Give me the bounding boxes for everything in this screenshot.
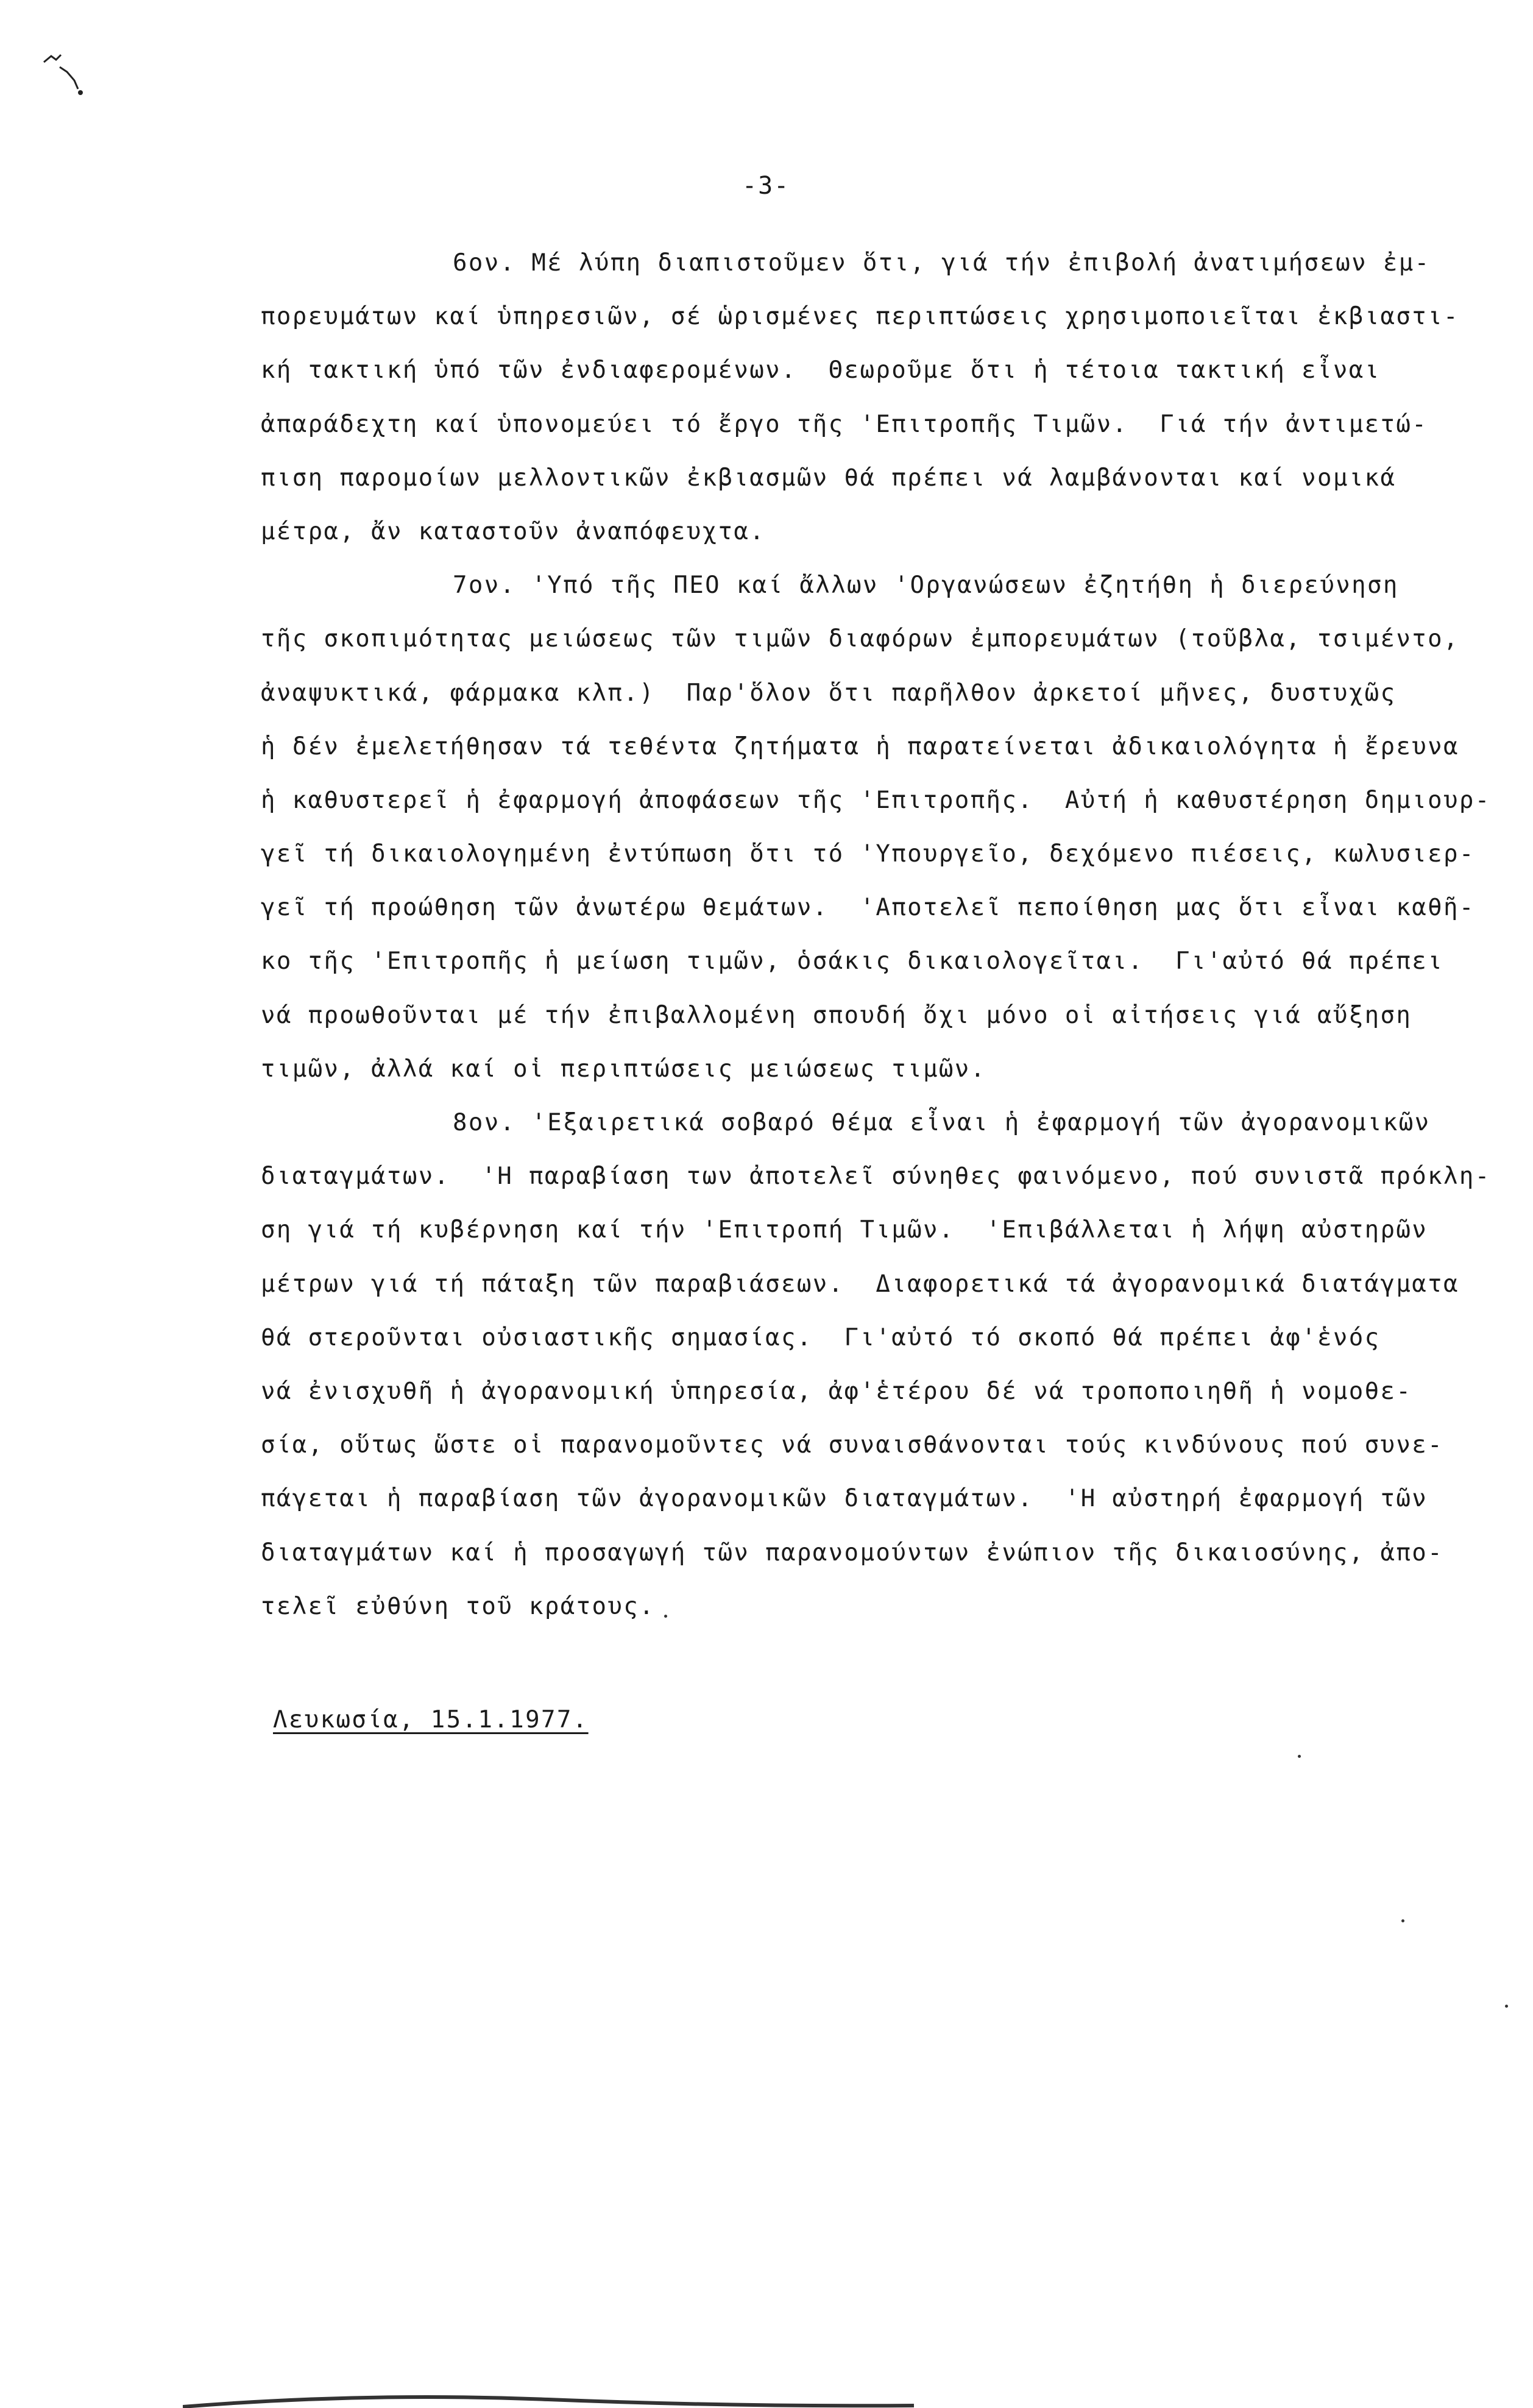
paragraph-7-line: γεῖ τή προώθηση τῶν ἀνωτέρω θεμάτων. 'Αποτελεῖ πεποίθηση μας ὅτι εἶναι καθῆ- xyxy=(261,894,1475,922)
paragraph-6-line: πορευμάτων καί ὑπηρεσιῶν, σέ ὡρισμένες περιπτώσεις χρησιμοποιεῖται ἐκβιαστι- xyxy=(261,303,1459,331)
paragraph-7-line: ἀναψυκτικά, φάρμακα κλπ.) Παρ'ὅλον ὅτι παρῆλθον ἀρκετοί μῆνες, δυστυχῶς xyxy=(261,679,1397,707)
paragraph-8-line: πάγεται ἡ παραβίαση τῶν ἀγορανομικῶν διαταγμάτων. 'Η αὐστηρή ἐφαρμογή τῶν xyxy=(261,1485,1428,1513)
paragraph-7-line: νά προωθοῦνται μέ τήν ἐπιβαλλομένη σπουδή ὄχι μόνο οἱ αἰτήσεις γιά αὔξηση xyxy=(261,1001,1412,1029)
paragraph-6-line: κή τακτική ὑπό τῶν ἐνδιαφερομένων. Θεωροῦμε ὅτι ἡ τέτοια τακτική εἶναι xyxy=(261,356,1381,384)
paragraph-8-line: διαταγμάτων. 'Η παραβίαση των ἀποτελεῖ σύνηθες φαινόμενο, πού συνιστᾶ πρόκλη- xyxy=(261,1163,1491,1191)
paragraph-8-line: ση γιά τή κυβέρνηση καί τήν 'Επιτροπή Τιμῶν. 'Επιβάλλεται ἡ λήψη αὐστηρῶν xyxy=(261,1216,1428,1244)
paragraph-7-line: 7ον. 'Υπό τῆς ΠΕΟ καί ἄλλων 'Οργανώσεων ἐζητήθη ἡ διερεύνηση xyxy=(453,572,1399,600)
paragraph-8-line: θά στεροῦνται οὐσιαστικῆς σημασίας. Γι'αὐτό τό σκοπό θά πρέπει ἀφ'ἑνός xyxy=(261,1323,1381,1351)
paragraph-6-line: μέτρα, ἄν καταστοῦν ἀναπόφευχτα. xyxy=(261,517,766,545)
paragraph-7-line: ἡ δέν ἐμελετήθησαν τά τεθέντα ζητήματα ἡ παρατείνεται ἀδικαιολόγητα ἡ ἔρευνα xyxy=(261,732,1459,760)
paragraph-6-line: πιση παρομοίων μελλοντικῶν ἐκβιασμῶν θά πρέπει νά λαμβάνονται καί νομικά xyxy=(261,464,1397,492)
paragraph-8-line: 8ον. 'Εξαιρετικά σοβαρό θέμα εἶναι ἡ ἐφαρμογή τῶν ἀγορανομικῶν xyxy=(453,1109,1431,1136)
place-date-signature: Λευκωσία, 15.1.1977. xyxy=(273,1706,589,1733)
bottom-scan-smudge xyxy=(183,2390,914,2408)
paragraph-7-line: γεῖ τή δικαιολογημένη ἐντύπωση ὅτι τό 'Υπουργεῖο, δεχόμενο πιέσεις, κωλυσιερ- xyxy=(261,840,1475,868)
paragraph-8-line: μέτρων γιά τή πάταξη τῶν παραβιάσεων. Διαφορετικά τά ἀγορανομικά διατάγματα xyxy=(261,1270,1459,1298)
paragraph-8-line: νά ἐνισχυθῆ ἡ ἀγορανομική ὑπηρεσία, ἀφ'ἑτέρου δέ νά τροποποιηθῆ ἡ νομοθε- xyxy=(261,1377,1412,1405)
paragraph-7-line: τῆς σκοπιμότητας μειώσεως τῶν τιμῶν διαφόρων ἐμπορευμάτων (τοῦβλα, τσιμέντο, xyxy=(261,625,1459,653)
paragraph-7-line: κο τῆς 'Επιτροπῆς ἡ μείωση τιμῶν, ὁσάκις δικαιολογεῖται. Γι'αὐτό θά πρέπει xyxy=(261,947,1443,976)
ink-speck xyxy=(1401,1919,1404,1922)
ink-speck xyxy=(664,1615,667,1618)
page-number: -3- xyxy=(742,172,790,200)
paragraph-8-line: τελεῖ εὐθύνη τοῦ κράτους. xyxy=(261,1592,655,1620)
paragraph-8-line: διαταγμάτων καί ἡ προσαγωγή τῶν παρανομούντων ἐνώπιον τῆς δικαιοσύνης, ἀπο- xyxy=(261,1539,1443,1567)
ink-speck xyxy=(1505,2005,1508,2008)
body-text xyxy=(261,236,1491,1634)
paragraph-8-line: σία, οὕτως ὥστε οἱ παρανομοῦντες νά συναισθάνονται τούς κινδύνους πού συνε- xyxy=(261,1431,1443,1459)
corner-ink-mark xyxy=(43,54,87,96)
paragraph-7-line: ἡ καθυστερεῖ ἡ ἐφαρμογή ἀποφάσεων τῆς 'Επιτροπῆς. Αὐτή ἡ καθυστέρηση δημιουρ- xyxy=(261,786,1491,814)
paragraph-6-line: 6ον. Μέ λύπη διαπιστοῦμεν ὅτι, γιά τήν ἐπιβολή ἀνατιμήσεων ἐμ- xyxy=(453,249,1431,277)
ink-speck xyxy=(1298,1755,1301,1758)
paragraph-7-line: τιμῶν, ἀλλά καί οἱ περιπτώσεις μειώσεως τιμῶν. xyxy=(261,1055,986,1083)
paragraph-6-line: ἀπαράδεχτη καί ὑπονομεύει τό ἔργο τῆς 'Επιτροπῆς Τιμῶν. Γιά τήν ἀντιμετώ- xyxy=(261,410,1428,438)
